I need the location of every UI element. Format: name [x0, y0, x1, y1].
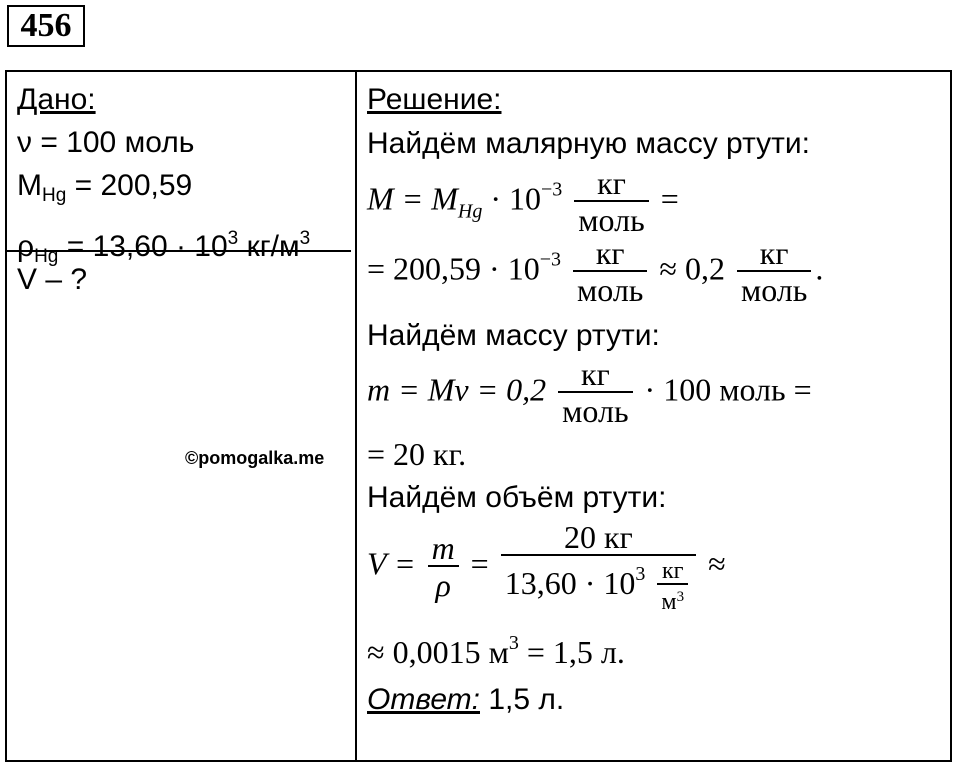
eq1b-end: .	[815, 250, 824, 287]
eq1b-lhs: = 200,59 · 10	[367, 250, 540, 287]
unit-fraction	[737, 236, 811, 308]
column-divider	[355, 72, 357, 760]
frac2-num: 20 кг	[564, 519, 633, 555]
eq1b-mid: ≈ 0,2	[659, 250, 725, 287]
eq1a-sub: Hg	[457, 200, 483, 223]
watermark: ©pomogalka.me	[185, 448, 325, 468]
eq3-eq: =	[470, 545, 489, 582]
given-section	[17, 78, 310, 278]
density-unit-exp: 3	[299, 228, 311, 249]
volume-fraction	[501, 520, 696, 614]
answer-line	[367, 678, 564, 721]
unit-fraction	[574, 166, 648, 238]
given-nu: ν = 100 моль	[17, 126, 195, 159]
eq4b: = 1,5 л.	[518, 634, 625, 670]
molar-mass-sub: Hg	[42, 185, 67, 206]
eq1a-mid: · 10	[482, 180, 542, 217]
density-unit: кг/м	[238, 230, 300, 263]
frac2-den	[501, 554, 696, 614]
step1-title: Найдём малярную массу ртути:	[367, 127, 810, 160]
solution-table	[5, 70, 952, 762]
unit-fraction	[558, 357, 632, 429]
molar-mass-symbol: M	[17, 169, 42, 202]
unit-num: кг	[759, 235, 789, 271]
eq3-lhs: V =	[367, 545, 416, 582]
solution-heading: Решение:	[367, 83, 502, 116]
equation-3	[367, 520, 726, 614]
answer-label: Ответ:	[367, 683, 480, 716]
eq4-exp: 3	[508, 632, 519, 654]
equation-1b	[367, 236, 823, 308]
eq2a-lhs: m = Mν = 0,2	[367, 371, 547, 408]
unit-den: моль	[737, 270, 811, 308]
step2-title: Найдём массу ртути:	[367, 319, 660, 352]
frac2-den-a: 13,60 · 10	[504, 565, 636, 601]
find-section: V – ?	[17, 263, 88, 296]
problem-number: 456	[7, 5, 85, 47]
unit-num: кг	[597, 165, 626, 201]
step3-title: Найдём объём ртути:	[367, 481, 667, 514]
small-num: кг	[661, 558, 684, 585]
small-den-text: м	[661, 589, 677, 616]
eq1a-exp: −3	[541, 178, 563, 201]
eq4a: ≈ 0,0015 м	[367, 634, 509, 670]
unit-num: кг	[595, 235, 625, 271]
unit-num: кг	[581, 356, 610, 392]
mass-over-density	[428, 531, 459, 603]
equation-4	[367, 632, 625, 671]
frac1-num: m	[431, 530, 455, 567]
eq1b-exp: −3	[539, 248, 561, 271]
given-heading: Дано:	[17, 83, 96, 116]
unit-den: моль	[574, 200, 648, 238]
eq3-end: ≈	[708, 545, 726, 582]
equation-1a	[367, 166, 679, 238]
unit-den: моль	[573, 270, 647, 308]
density-value: = 13,60 · 10	[58, 230, 228, 263]
eq1a-end: =	[660, 180, 679, 217]
given-molar-mass	[17, 164, 310, 217]
equation-2b: = 20 кг.	[367, 436, 467, 472]
eq1a-lhs: M = M	[367, 180, 458, 217]
density-unit-fraction	[657, 559, 688, 614]
density-symbol: ρ	[17, 230, 35, 263]
unit-den: моль	[558, 391, 632, 429]
density-sub: Hg	[34, 246, 59, 267]
frac1-den: ρ	[428, 565, 459, 603]
unit-fraction	[573, 236, 647, 308]
eq2a-end: · 100 моль =	[644, 371, 812, 408]
equation-2a	[367, 357, 812, 429]
small-den	[657, 583, 688, 614]
density-exp: 3	[227, 228, 239, 249]
frac2-den-exp: 3	[635, 563, 646, 585]
molar-mass-value: = 200,59	[66, 169, 193, 202]
small-den-exp: 3	[676, 589, 685, 606]
answer-value: 1,5 л.	[480, 683, 565, 716]
